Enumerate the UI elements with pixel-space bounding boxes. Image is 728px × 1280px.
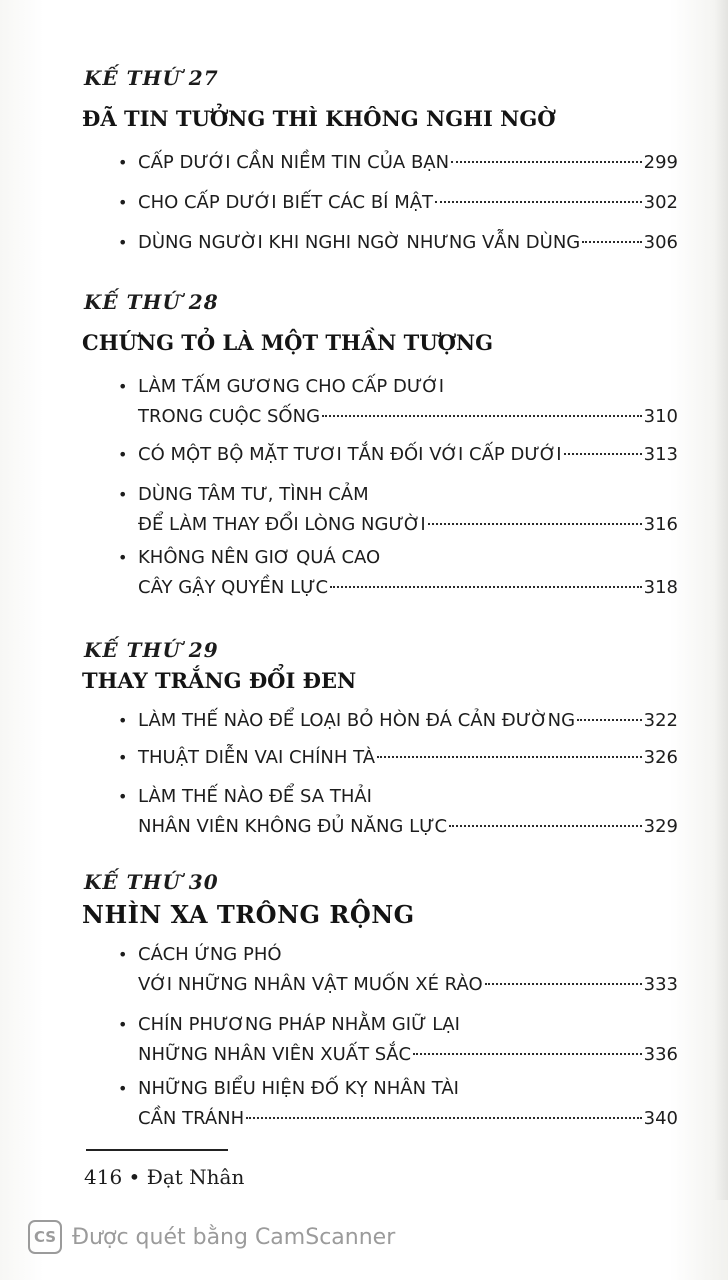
bullet-icon: • xyxy=(118,445,128,464)
toc-entry xyxy=(118,743,678,773)
chapter-title-29: THAY TRẮNG ĐỔI ĐEN xyxy=(82,668,357,693)
entry-page-number: 322 xyxy=(643,710,678,731)
toc-entry xyxy=(118,480,678,540)
bullet-icon: • xyxy=(118,548,128,567)
entry-text: NHỮNG NHÂN VIÊN XUẤT SẮC xyxy=(138,1044,412,1065)
chapter-label-28: KẾ THỨ 28 xyxy=(84,290,219,314)
bullet-icon: • xyxy=(118,193,128,212)
toc-entry xyxy=(118,372,678,432)
toc-entry xyxy=(118,1074,678,1134)
bullet-icon: • xyxy=(118,153,128,172)
entry-page-number: 310 xyxy=(643,406,678,427)
footer-author: Đạt Nhân xyxy=(146,1165,245,1189)
camscanner-watermark xyxy=(28,1220,395,1254)
entry-text: NHÂN VIÊN KHÔNG ĐỦ NĂNG LỰC xyxy=(138,816,448,837)
entry-text: CẦN TRÁNH xyxy=(138,1108,245,1129)
entry-page-number: 318 xyxy=(643,577,678,598)
chapter-label-30: KẾ THỨ 30 xyxy=(84,870,219,894)
bullet-icon: • xyxy=(118,711,128,730)
bullet-icon: • xyxy=(118,1015,128,1034)
chapter-label-27: KẾ THỨ 27 xyxy=(84,66,219,90)
toc-entry xyxy=(118,1010,678,1070)
chapter-title-30: NHÌN XA TRÔNG RỘNG xyxy=(82,900,415,929)
toc-entry xyxy=(118,543,678,603)
entry-text: CÁCH ỨNG PHÓ xyxy=(138,944,282,965)
chapter-title-27: ĐÃ TIN TƯỞNG THÌ KHÔNG NGHI NGỜ xyxy=(82,106,556,131)
page-footer xyxy=(84,1165,244,1189)
entry-text: ĐỂ LÀM THAY ĐỔI LÒNG NGƯỜI xyxy=(138,514,426,535)
entry-page-number: 299 xyxy=(643,152,678,173)
entry-text: LÀM TẤM GƯƠNG CHO CẤP DƯỚI xyxy=(138,376,445,397)
toc-entry xyxy=(118,440,678,470)
bullet-icon: • xyxy=(118,748,128,767)
entry-page-number: 302 xyxy=(643,192,678,213)
entry-page-number: 313 xyxy=(643,444,678,465)
chapter-label-29: KẾ THỨ 29 xyxy=(84,638,219,662)
bullet-icon: • xyxy=(118,485,128,504)
entry-text: DÙNG NGƯỜI KHI NGHI NGỜ NHƯNG VẪN DÙNG xyxy=(138,232,581,253)
chapter-title-28: CHỨNG TỎ LÀ MỘT THẦN TƯỢNG xyxy=(82,330,494,355)
entry-page-number: 336 xyxy=(643,1044,678,1065)
bullet-icon: • xyxy=(118,377,128,396)
page-edge-shadow xyxy=(714,0,728,1200)
entry-text: VỚI NHỮNG NHÂN VẬT MUỐN XÉ RÀO xyxy=(138,974,483,995)
entry-text: NHỮNG BIỂU HIỆN ĐỐ KỴ NHÂN TÀI xyxy=(138,1078,459,1099)
footer-rule xyxy=(86,1149,228,1151)
entry-text: DÙNG TÂM TƯ, TÌNH CẢM xyxy=(138,484,369,505)
page-number: 416 xyxy=(84,1165,123,1189)
entry-text: LÀM THẾ NÀO ĐỂ LOẠI BỎ HÒN ĐÁ CẢN ĐƯỜNG xyxy=(138,710,576,731)
entry-text: THUẬT DIỄN VAI CHÍNH TÀ xyxy=(138,747,376,768)
bullet-icon: • xyxy=(118,945,128,964)
bullet-icon: • xyxy=(118,1079,128,1098)
entry-text: CHÍN PHƯƠNG PHÁP NHẰM GIỮ LẠI xyxy=(138,1014,460,1035)
toc-entry xyxy=(118,706,678,736)
entry-page-number: 306 xyxy=(643,232,678,253)
bullet-icon: • xyxy=(118,787,128,806)
entry-page-number: 326 xyxy=(643,747,678,768)
entry-text: KHÔNG NÊN GIƠ QUÁ CAO xyxy=(138,547,381,568)
entry-text: LÀM THẾ NÀO ĐỂ SA THẢI xyxy=(138,786,372,807)
toc-entry xyxy=(118,188,678,218)
camscanner-logo-icon: CS xyxy=(28,1220,62,1254)
entry-text: CẤP DƯỚI CẦN NIỀM TIN CỦA BẠN xyxy=(138,152,450,173)
toc-entry xyxy=(118,148,678,178)
entry-text: CHO CẤP DƯỚI BIẾT CÁC BÍ MẬT xyxy=(138,192,434,213)
footer-separator: • xyxy=(128,1165,141,1189)
entry-text: CÓ MỘT BỘ MẶT TƯƠI TẮN ĐỐI VỚI CẤP DƯỚI xyxy=(138,444,562,465)
entry-page-number: 316 xyxy=(643,514,678,535)
entry-page-number: 329 xyxy=(643,816,678,837)
entry-text: TRONG CUỘC SỐNG xyxy=(138,406,321,427)
entry-page-number: 340 xyxy=(643,1108,678,1129)
entry-text: CÂY GẬY QUYỀN LỰC xyxy=(138,577,329,598)
toc-entry xyxy=(118,940,678,1000)
toc-entry xyxy=(118,782,678,842)
entry-page-number: 333 xyxy=(643,974,678,995)
watermark-text: Được quét bằng CamScanner xyxy=(72,1224,396,1250)
toc-entry xyxy=(118,228,678,258)
bullet-icon: • xyxy=(118,233,128,252)
